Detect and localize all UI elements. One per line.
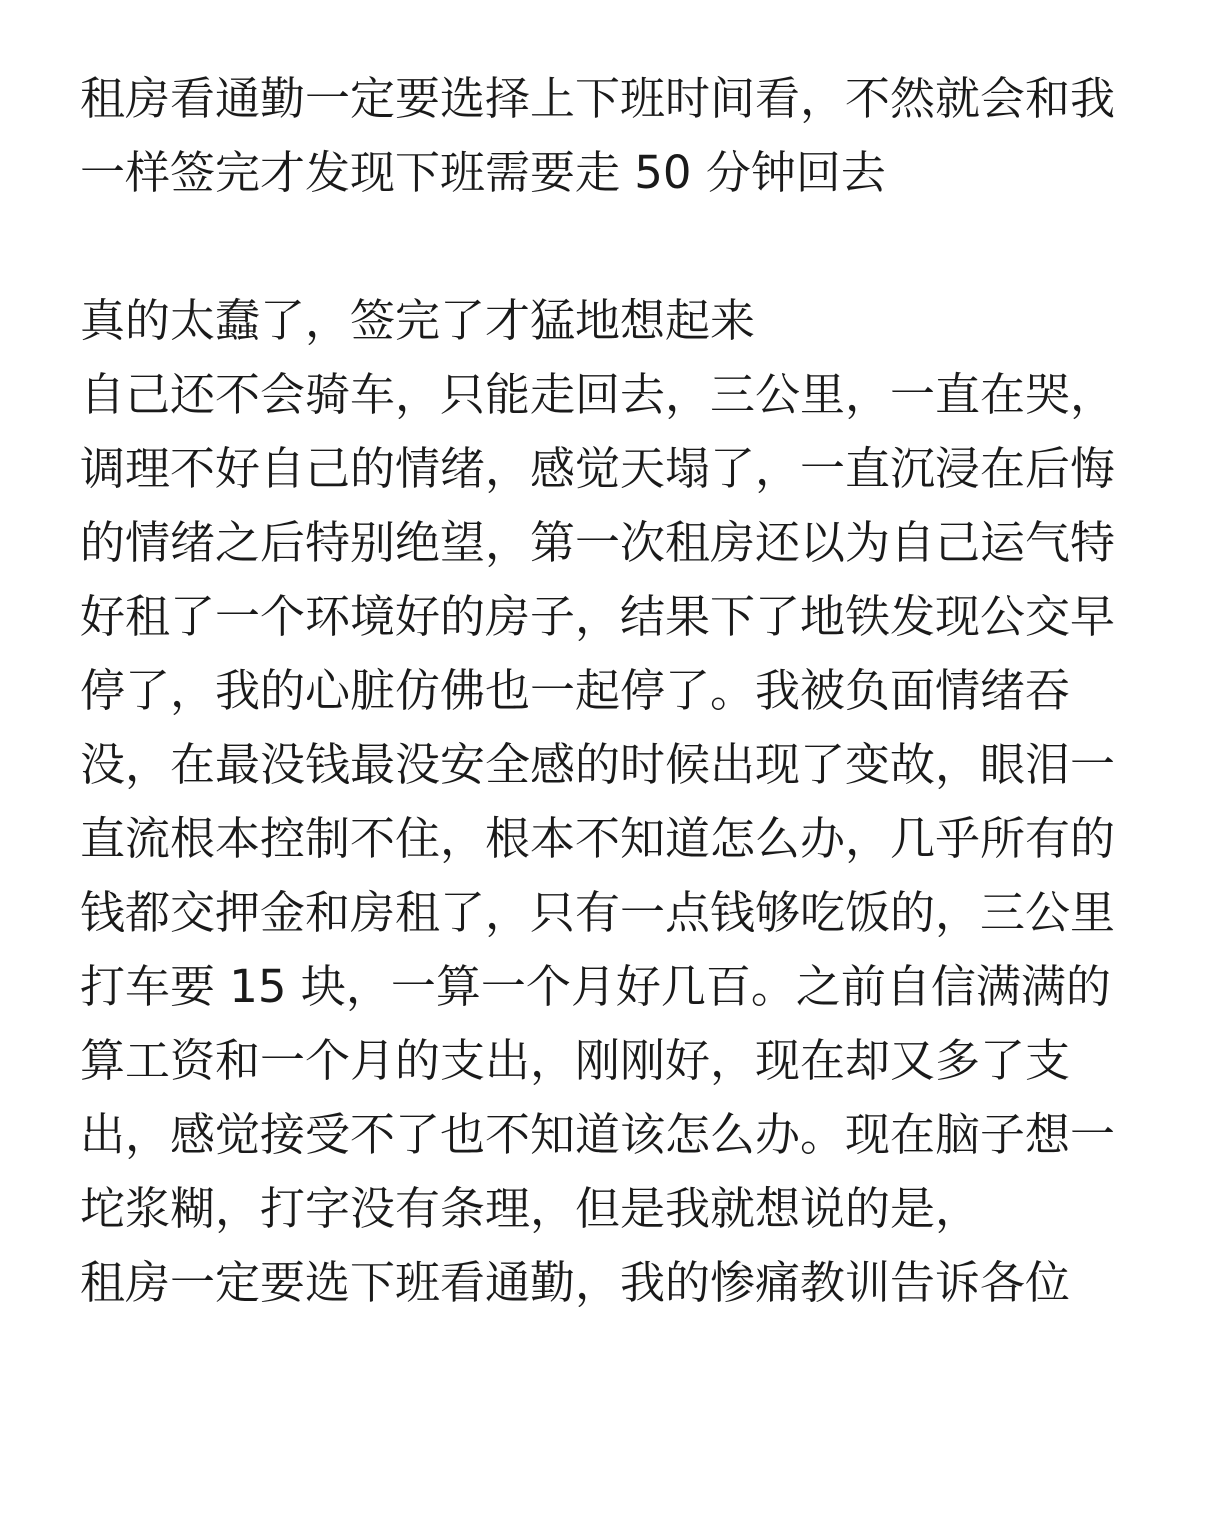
post-paragraph-advice: 租房一定要选下班看通勤，我的惨痛教训告诉各位	[80, 1256, 1071, 1309]
post-paragraph-intro: 租房看通勤一定要选择上下班时间看，不然就会和我一样签完才发现下班需要走 50 分钟回去	[80, 72, 1116, 199]
post-body	[80, 62, 1140, 1320]
post-paragraph-regret: 真的太蠢了，签完了才猛地想起来	[80, 294, 756, 347]
paragraph-spacer	[80, 210, 1140, 284]
post-paragraph-story: 自己还不会骑车，只能走回去，三公里，一直在哭，调理不好自己的情绪，感觉天塌了，一直沉浸在后悔的情绪之后特别绝望，第一次租房还以为自己运气特好租了一个环境好的房子，结果下了地铁发现公交早停了，我的心脏仿佛也一起停了。我被负面情绪吞没，在最没钱最没安全感的时候出现了变故，眼泪一直流根本控制不住，根本不知道怎么办，几乎所有的钱都交押金和房租了，只有一点钱够吃饭的，三公里打车要 15 块，一算一个月好几百。之前自信满满的算工资和一个月的支出，刚刚好，现在却又多了支出，感觉接受不了也不知道该怎么办。现在脑子想一坨浆糊，打字没有条理，但是我就想说的是，	[80, 368, 1116, 1235]
